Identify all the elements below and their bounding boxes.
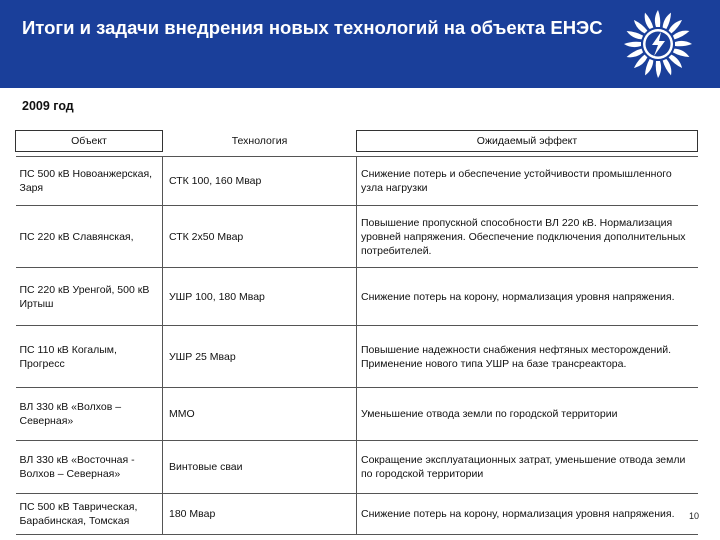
- slide-header: [0, 0, 720, 88]
- table-row: [16, 494, 698, 535]
- cell-technology: 180 Мвар: [163, 494, 357, 535]
- logo-ray: [668, 18, 684, 34]
- table-header-row: [16, 131, 698, 152]
- cell-technology: ММО: [163, 388, 357, 441]
- year-label: 2009 год: [22, 99, 74, 113]
- cell-effect: Снижение потерь и обеспечение устойчивости промышленного узла нагрузки: [357, 157, 698, 206]
- cell-effect: Сокращение эксплуатационных затрат, уменьшение отвода земли по городской территории: [357, 441, 698, 494]
- cell-object: ПС 110 кВ Когалым, Прогресс: [16, 326, 163, 388]
- column-header-effect: Ожидаемый эффект: [357, 131, 698, 152]
- logo-ray: [632, 18, 648, 34]
- cell-object: ПС 220 кВ Уренгой, 500 кВ Иртыш: [16, 268, 163, 326]
- cell-technology: СТК 100, 160 Мвар: [163, 157, 357, 206]
- cell-effect: Уменьшение отвода земли по городской территории: [357, 388, 698, 441]
- table-row: [16, 157, 698, 206]
- cell-object: ВЛ 330 кВ «Восточная - Волхов – Северная»: [16, 441, 163, 494]
- table-row: [16, 326, 698, 388]
- cell-object: ПС 220 кВ Славянская,: [16, 206, 163, 268]
- table-row: [16, 388, 698, 441]
- slide-title: Итоги и задачи внедрения новых технологий на объекта ЕНЭС: [22, 17, 603, 38]
- column-header-object: Объект: [16, 131, 163, 152]
- cell-effect: Снижение потерь на корону, нормализация уровня напряжения.: [357, 494, 698, 535]
- cell-technology: Винтовые сваи: [163, 441, 357, 494]
- cell-object: ПС 500 кВ Таврическая, Барабинская, Томская: [16, 494, 163, 535]
- cell-effect: Повышение пропускной способности ВЛ 220 кВ. Нормализация уровней напряжения. Обеспечение подключения дополнительных потребителей.: [357, 206, 698, 268]
- table-row: [16, 206, 698, 268]
- fsk-lightning-logo-icon: [622, 8, 694, 80]
- page-number: 10: [689, 511, 700, 521]
- logo-ray: [624, 42, 641, 47]
- cell-effect: Снижение потерь на корону, нормализация уровня напряжения.: [357, 268, 698, 326]
- column-header-technology: Технология: [231, 135, 288, 147]
- cell-technology: УШР 100, 180 Мвар: [163, 268, 357, 326]
- cell-technology: УШР 25 Мвар: [163, 326, 357, 388]
- cell-object: ПС 500 кВ Новоанжерская, Заря: [16, 157, 163, 206]
- logo-ray: [655, 10, 660, 27]
- logo-ray: [656, 61, 661, 78]
- logo-ray: [668, 54, 684, 70]
- cell-effect: Повышение надежности снабжения нефтяных месторождений. Применение нового типа УШР на базе трансреактора.: [357, 326, 698, 388]
- cell-technology: СТК 2х50 Мвар: [163, 206, 357, 268]
- technologies-table: [15, 130, 698, 535]
- logo-ray: [675, 41, 692, 46]
- cell-object: ВЛ 330 кВ «Волхов – Северная»: [16, 388, 163, 441]
- table-row: [16, 268, 698, 326]
- logo-ray: [632, 54, 648, 70]
- table-row: [16, 441, 698, 494]
